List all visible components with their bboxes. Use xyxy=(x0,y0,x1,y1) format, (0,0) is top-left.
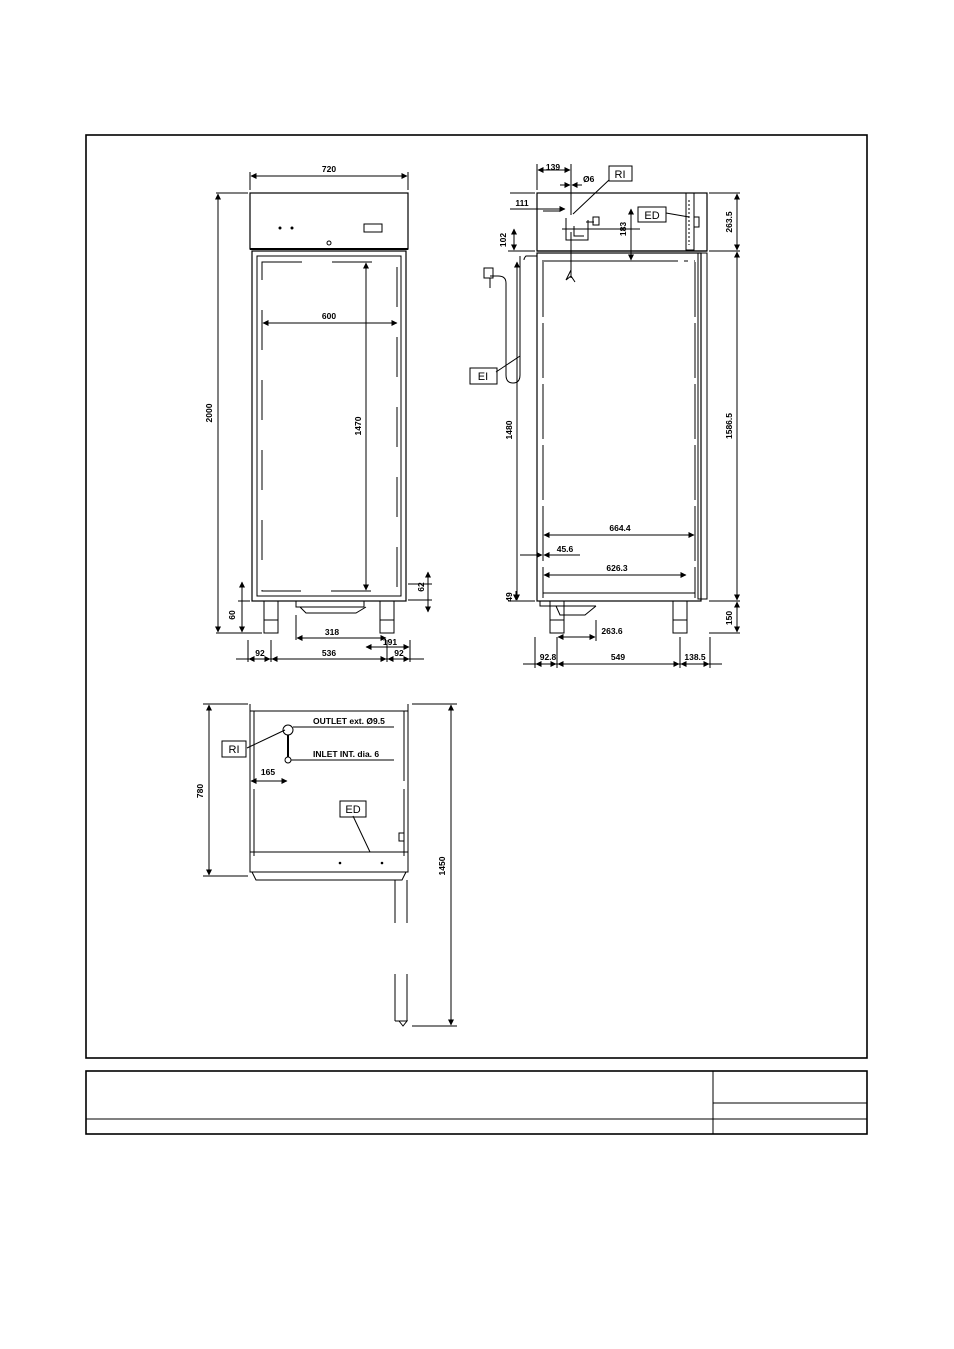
dim-feet-height: 150 xyxy=(724,610,734,626)
side-view-text xyxy=(478,162,734,662)
plan-label-ri: RI xyxy=(228,744,240,756)
dim-door-bottom-gap: 62 xyxy=(416,582,426,592)
dim-bottom-gap: 49 xyxy=(504,592,514,602)
display-icon xyxy=(364,224,382,232)
label-ri: RI xyxy=(614,169,626,181)
dim-drain-pos: 263.6 xyxy=(601,626,623,636)
dim-overall-height: 2000 xyxy=(204,403,214,423)
foot-icon xyxy=(380,601,394,633)
dim-left-foot: 92 xyxy=(255,648,265,658)
dim-pipe-drop: 102 xyxy=(498,232,508,248)
plan-label-ed: ED xyxy=(345,804,361,816)
dim-top-height: 263.5 xyxy=(724,211,734,233)
front-view-dimensions xyxy=(204,164,426,658)
dim-top-offset: 139 xyxy=(545,162,561,172)
dim-foot-height: 60 xyxy=(227,610,237,620)
foot-icon xyxy=(264,601,278,633)
label-ei: EI xyxy=(477,371,489,383)
note-outlet: OUTLET ext. Ø9.5 xyxy=(313,716,385,726)
dim-body-height: 1586.5 xyxy=(724,413,734,439)
dim-drain-offset: 318 xyxy=(324,627,340,637)
dim-right-offset: 138.5 xyxy=(684,652,706,662)
front-view xyxy=(216,172,432,662)
dim-pipe-x: 111 xyxy=(515,198,529,208)
dim-door-open: 1450 xyxy=(437,856,447,876)
dim-inner-width: 600 xyxy=(321,311,337,321)
dim-lower-height: 1480 xyxy=(504,420,514,440)
dim-base-depth: 549 xyxy=(610,652,626,662)
dim-left-offset: 92.8 xyxy=(539,652,557,662)
dim-door-height: 1470 xyxy=(353,416,363,436)
foot-icon xyxy=(673,601,687,633)
label-ed: ED xyxy=(644,210,660,222)
dim-wall-offset: 45.6 xyxy=(556,544,574,554)
cabinet-body xyxy=(252,251,406,601)
dim-foot-span: 536 xyxy=(321,648,337,658)
dim-plan-pipe-x: 165 xyxy=(260,767,276,777)
dim-pipe-depth: 183 xyxy=(618,221,628,237)
dim-overall-width: 720 xyxy=(321,164,337,174)
dim-inner-depth: 664.4 xyxy=(609,523,631,533)
dim-inner-depth-2: 626.3 xyxy=(606,563,628,573)
dim-drain-right: 191 xyxy=(382,637,398,647)
title-block xyxy=(86,1071,867,1134)
note-inlet: INLET INT. dia. 6 xyxy=(313,749,380,759)
drawing-frame xyxy=(86,135,867,1058)
dim-pipe-dia: Ø6 xyxy=(583,174,595,184)
dim-plan-depth: 780 xyxy=(195,783,205,799)
dim-right-foot: 92 xyxy=(394,648,404,658)
